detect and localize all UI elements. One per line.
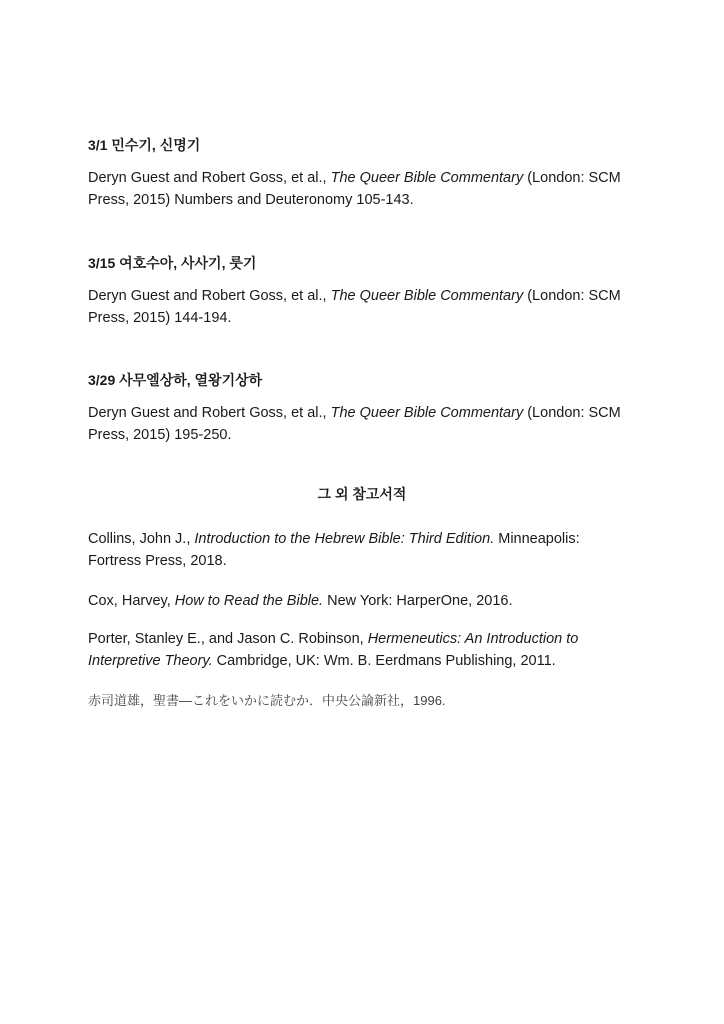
reference-details: Cambridge, UK: Wm. B. Eerdmans Publishing, 2011.	[212, 653, 556, 669]
citation-title: The Queer Bible Commentary	[330, 405, 524, 421]
reference-entry-3	[88, 628, 628, 672]
citation-details: (London: SCM Press, 2015) 195-250.	[88, 405, 621, 443]
citation-entry	[88, 402, 648, 446]
citation-title: The Queer Bible Commentary	[330, 288, 524, 304]
citation-title: The Queer Bible Commentary	[330, 170, 524, 186]
citation-entry	[88, 285, 648, 329]
reference-author: Collins, John J.,	[88, 531, 195, 547]
citation-author: Deryn Guest and Robert Goss, et al.,	[88, 405, 331, 421]
reading-section-2	[88, 254, 648, 329]
citation-entry	[88, 167, 648, 211]
citation-author: Deryn Guest and Robert Goss, et al.,	[88, 288, 331, 304]
citation-details: (London: SCM Press, 2015) Numbers and Deuteronomy 105-143.	[88, 170, 621, 208]
reference-details: New York: HarperOne, 2016.	[323, 593, 513, 609]
section-heading: 3/1 민수기, 신명기	[88, 137, 201, 153]
reference-title: How to Read the Bible.	[174, 593, 324, 609]
citation-author: Deryn Guest and Robert Goss, et al.,	[88, 170, 331, 186]
reference-entry-1	[88, 528, 628, 572]
reference-title: Introduction to the Hebrew Bible: Third Edition.	[194, 531, 495, 547]
reference-entry-japanese: 赤司道雄，聖書―これをいかに読むか．中央公論新社，1996.	[88, 693, 446, 708]
section-heading: 3/15 여호수아, 사사기, 룻기	[88, 255, 257, 271]
references-title: 그 외 참고서적	[317, 486, 407, 502]
reference-details: Minneapolis: Fortress Press, 2018.	[88, 531, 580, 569]
reading-section-1	[88, 136, 648, 211]
reference-entry-2	[88, 590, 628, 612]
reference-author: Cox, Harvey,	[88, 593, 175, 609]
citation-details: (London: SCM Press, 2015) 144-194.	[88, 288, 621, 326]
section-heading: 3/29 사무엘상하, 열왕기상하	[88, 372, 263, 388]
reading-section-3	[88, 371, 648, 446]
reference-title: Hermeneutics: An Introduction to Interpretive Theory.	[88, 631, 579, 669]
reference-author: Porter, Stanley E., and Jason C. Robinson,	[88, 631, 368, 647]
